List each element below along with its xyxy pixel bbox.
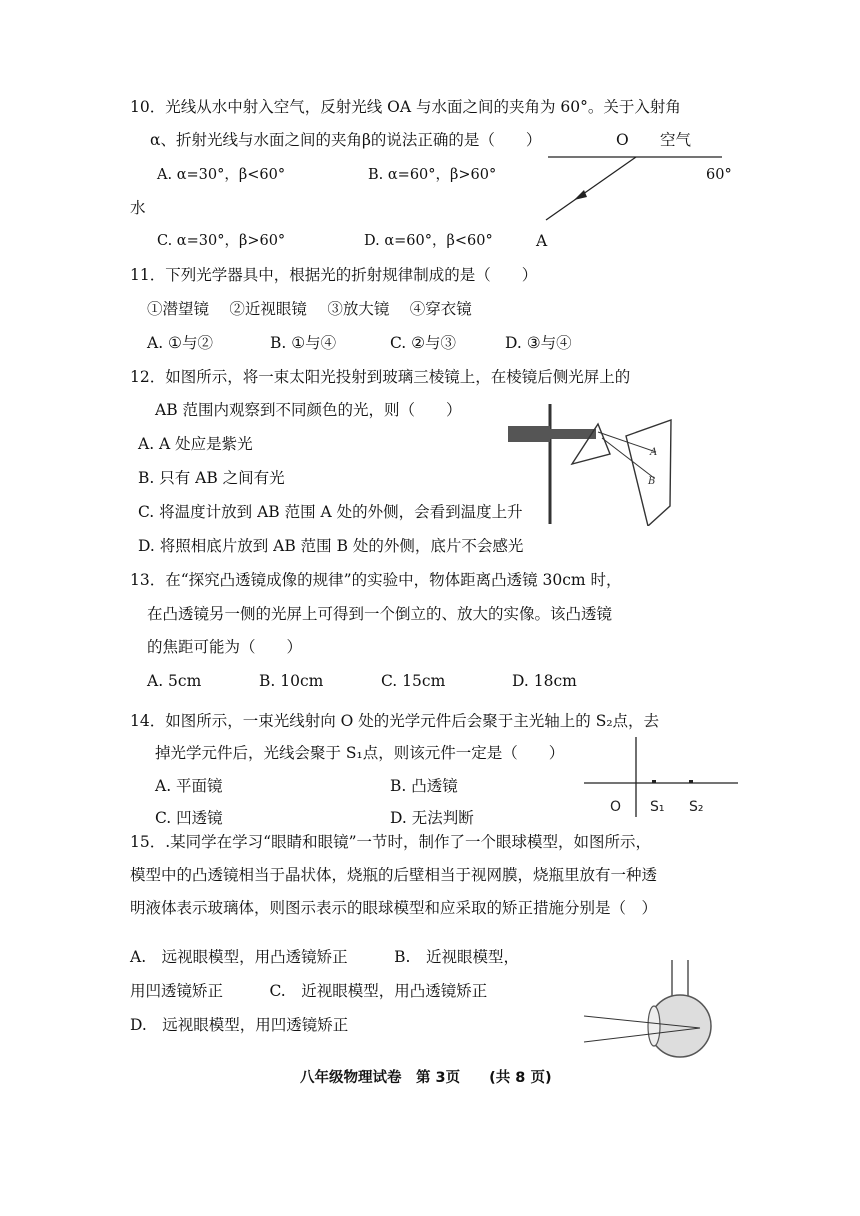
q12-stem-line1: 12．如图所示，将一束太阳光投射到玻璃三棱镜上，在棱镜后侧光屏上的: [130, 368, 631, 386]
q10-stem-line1: 10．光线从水中射入空气，反射光线 OA 与水面之间的夹角为 60°。关于入射角: [130, 98, 681, 116]
q10-option-d: D. α=60°，β<60°: [364, 233, 493, 249]
q11-items: ①潜望镜 ②近视眼镜 ③放大镜 ④穿衣镜: [147, 300, 472, 318]
q15-stem-line2: 模型中的凸透镜相当于晶状体，烧瓶的后壁相当于视网膜，烧瓶里放有一种透: [130, 866, 658, 884]
q14-option-d: D. 无法判断: [390, 809, 474, 827]
q10-label-air: 空气: [660, 131, 692, 149]
page-footer: 八年级物理试卷 第 3页 (共 8 页): [300, 1070, 552, 1086]
q10-option-a: A. α=30°，β<60°: [157, 167, 286, 183]
q14-optics-diagram: [580, 735, 740, 820]
point-s2-marker: [689, 780, 693, 783]
q15-eye-model-diagram: [580, 958, 740, 1058]
q11-option-a: A. ①与②: [147, 334, 213, 352]
q14-stem-line1: 14．如图所示，一束光线射向 O 处的光学元件后会聚于主光轴上的 S₂点，去: [130, 712, 660, 730]
q14-option-c: C. 凹透镜: [155, 809, 223, 827]
q10-refraction-diagram: [540, 150, 730, 230]
q13-stem-line3: 的焦距可能为（ ）: [147, 638, 303, 656]
q15-options-line3: D. 远视眼模型，用凹透镜矫正: [130, 1016, 349, 1034]
q10-option-b: B. α=60°，β>60°: [368, 167, 497, 183]
point-s1-marker: [652, 780, 656, 783]
q14-option-a: A. 平面镜: [155, 777, 223, 795]
label-o: O: [610, 799, 622, 815]
q12-option-d: D. 将照相底片放到 AB 范围 B 处的外侧，底片不会感光: [138, 537, 524, 555]
ray-arrow-icon: [574, 190, 587, 200]
q10-label-water: 水: [130, 199, 146, 217]
q12-option-b: B. 只有 AB 之间有光: [138, 469, 285, 487]
label-a: A: [650, 447, 658, 458]
label-b: B: [648, 476, 656, 487]
q10-label-a: A: [536, 232, 548, 250]
light-screen: [626, 420, 671, 526]
q10-label-o: O: [616, 131, 629, 149]
reflected-ray-oa: [546, 157, 636, 220]
convex-lens: [648, 1006, 660, 1046]
q10-label-60: 60°: [706, 167, 732, 183]
q12-option-a: A. A 处应是紫光: [138, 435, 253, 453]
label-s1: S₁: [650, 799, 665, 815]
label-s2: S₂: [689, 799, 704, 815]
q11-stem: 11．下列光学器具中，根据光的折射规律制成的是（ ）: [130, 266, 538, 284]
flask-neck: [672, 960, 688, 996]
q14-stem-line2: 掉光学元件后，光线会聚于 S₁点，则该元件一定是（ ）: [155, 744, 565, 762]
q10-stem-line2: α、折射光线与水面之间的夹角β的说法正确的是（ ）: [150, 131, 542, 149]
q12-stem-line2: AB 范围内观察到不同颜色的光，则（ ）: [155, 401, 462, 419]
q10-option-c: C. α=30°，β>60°: [157, 233, 286, 249]
q12-prism-diagram: [506, 402, 678, 526]
q13-option-b: B. 10cm: [259, 672, 324, 690]
q12-option-c: C. 将温度计放到 AB 范围 A 处的外侧，会看到温度上升: [138, 503, 523, 521]
q11-option-c: C. ②与③: [390, 334, 457, 352]
q13-stem-line1: 13．在“探究凸透镜成像的规律”的实验中，物体距离凸透镜 30cm 时，: [130, 571, 622, 589]
q15-stem-line1: 15．.某同学在学习“眼睛和眼镜”一节时，制作了一个眼球模型，如图所示，: [130, 833, 652, 851]
q11-option-d: D. ③与④: [505, 334, 572, 352]
q11-option-b: B. ①与④: [270, 334, 337, 352]
sunlight-beam: [508, 426, 550, 442]
q15-options-line1: A. 远视眼模型，用凸透镜矫正 B. 近视眼模型，: [130, 948, 519, 966]
q15-stem-line3: 明液体表示玻璃体，则图示表示的眼球模型和应采取的矫正措施分别是（ ）: [130, 899, 658, 917]
q13-option-c: C. 15cm: [381, 672, 446, 690]
q13-option-d: D. 18cm: [512, 672, 577, 690]
q13-option-a: A. 5cm: [147, 672, 202, 690]
q13-stem-line2: 在凸透镜另一侧的光屏上可得到一个倒立的、放大的实像。该凸透镜: [147, 605, 613, 623]
q14-option-b: B. 凸透镜: [390, 777, 458, 795]
q15-options-line2: 用凹透镜矫正 C. 近视眼模型，用凸透镜矫正: [130, 982, 488, 1000]
